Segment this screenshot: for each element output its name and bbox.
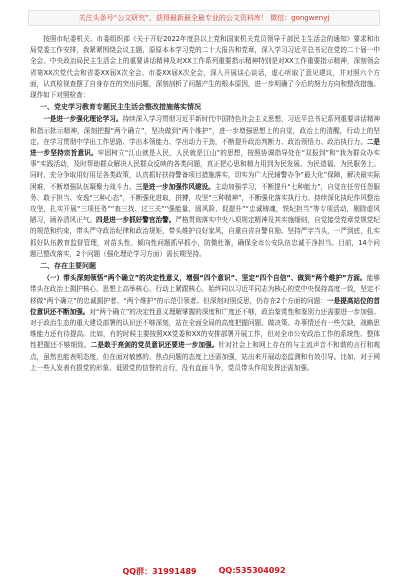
point-2-text: 牢固树立“江山就是人民，人民就是江山”的思想，按照协调指导处在“双报到”和“我为群众办实事”实践活动，及时帮助群众解决人民群众反映的各类问题，真正把心思和精力用到为民发展、为民造福、为民服务上。同时，充分争取用好用足各类政策，认真抓好扶持警备项目措施落实，切实为广大民辅警办争“最大化”保障，解决最实际困难，不断增强队伍凝聚力战斗力。 [30, 149, 380, 191]
contact-footer [0, 566, 408, 578]
issue-1b-text: 针对社会上和网上存在的与主流声音不和谐的言行和观点，虽然也能表明态度，但在面对敏感的、热点问题的态度上还需加强，站出来开展动态监测和有效引导。比如，对于网上一些人发表有损党的形象、诋毁党的信誉的言行，没有直面斗争，党员带头作用发挥还需加强。 [30, 341, 381, 372]
issues-paragraph [30, 273, 380, 374]
issue-1-heading: （一）带头深刻领悟“两个确立”的决定性意义，增强“四个意识”、坚定“四个自信”、做到“两个维护”方面。 [43, 274, 367, 283]
issue-1-text: 能够带头在政治上拥护核心、思想上高举核心、行动上紧跟核心，始终同以习近平同志为核心的党中央保持高度一致，坚定不移做“两个确立”的忠诚拥护者、“两个维护”的示范引领者。但深刻对照反思，仍存在2个方面的问题： [30, 274, 380, 305]
point-3-heading: 三是进一步加强作风建设。 [135, 182, 215, 191]
issue-1b-heading: 二是敢于亮剑的党员意识还要进一步加强。 [90, 341, 219, 350]
point-4-text: 严格贯彻落实中央八项规定精神及其实施细则，自觉接受党章党规党纪的规范和约束，带头严守政治纪律和政治规矩，带头维护良好家风，自重自省自警自励。坚持严字当头，一严到底，扎实抓好队伍教育监督管理，对苗头性、倾向性问题抓早抓小，防微杜渐，确保全市公安队伍忠诚干净担当。目前，14个问题已整改落实，2个问题（强化理论学习方面）需长期坚持。 [30, 216, 381, 258]
issue-1a-heading: 一是提高站位的首位意识还不断加强。 [30, 296, 381, 316]
point-3-text: 主动加强学习，不断提升“七种能力”，自觉在任劳任怨服务、敢于担当、安逸“三种心态”，不断强化进取，拼搏，攻坚“三种精神”，不断强化落实执行力。持续深化执纪作风整治攻坚，扎实开展“三项任务”“查三找、过三关”“强能量、固风险、促提升”“忠诚铸魂，铁纪担当”等专项活动，剔除虚风陋习，涵养清风正气。 [30, 182, 381, 225]
qq-number-text: QQ:535304092 [218, 566, 286, 575]
promo-banner[interactable]: 关注头条号“公文研究”，获得最新最全最专业的公文资料库！ 微信：gongwenyj [28, 10, 380, 26]
qq-group-text: QQ群：31991489 [122, 567, 197, 576]
point-2-heading: 二是进一步坚持宗旨意识。 [30, 137, 381, 158]
section-heading-1: 一、党史学习教育专题民主生活会整改措施落实情况 [40, 103, 201, 112]
section-heading-2: 二、存在主要问题 [40, 262, 96, 271]
point-1-text: 持续深入学习贯彻习近平新时代中国特色社会主义思想，习近平总书记系列重要讲话精神和指示批示精神，深刻把握“两个确立”，坚决做到“两个维护”，进一步增强思想上的自觉，政治上的清醒，行动上的坚定。在学习贯彻中学出工作思路、学出本领能力、学出动力干劲，不断提升政治判断力、政治领悟力、政治执行力。 [30, 115, 381, 146]
document-body [30, 34, 380, 374]
issue-1a-text: 对“两个确立”的决定性意义理解掌握的深度和广度还不够，政治鉴赏性和鉴别力还需要进一步加强。对于政治生态的重大建设部署的认识还不够深刻，站在全面全局的高度把握问题、做决策、办事情还有一些欠缺，战略思维能力还有待提高。比如，有的时候主要按照XX党委和XX的安排部署开展工作，但对全市公安政治工作的系统性、整体性把握还不够细致。 [30, 307, 381, 350]
point-4-heading: 四是进一步抓好警官治警。 [96, 216, 176, 225]
point-1-heading: 一是进一步强化理论学习。 [43, 115, 123, 124]
intro-paragraph: 按照市纪委机关、市委组织部《关于开好2022年度县以上党和国家机关党员领导干部民主生活会的通知》要求和市局党委工作安排，我紧紧围绕会议主题，原原本本学习党的二十大报告和党章，深入学习习近平总书记在党的二十届一中全会、中央政治局民主生活会上的重要讲话精神及对XX工作系列重要指示精神特别是对XX工作重要指示精神，深刻领会省第XX次党代会和省委XX届X次全会、市委XX届X次全会，深入开展谈心谈话，虚心听取了意见建议，并对照六个方面，认真检视查摆了自身存在的突出问题，深刻剖析了问题产生的根本原因，进一步明确了今后的努力方向和整改措施。现作如下对照检查： [30, 35, 380, 100]
rectification-paragraph [30, 114, 380, 260]
